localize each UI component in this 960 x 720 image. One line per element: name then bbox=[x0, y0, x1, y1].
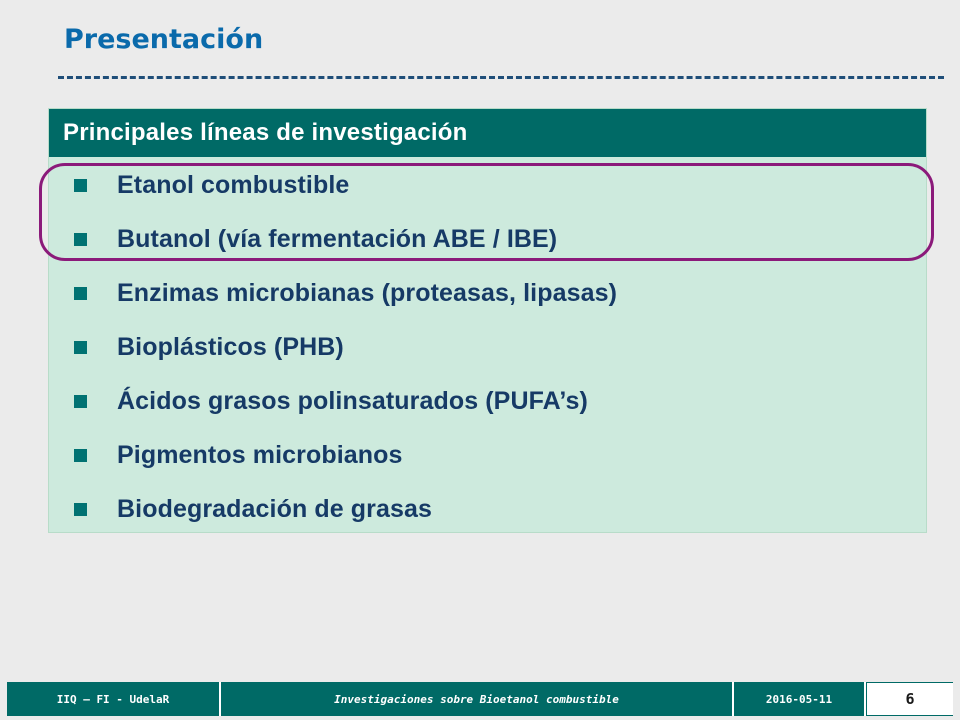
list-item-label: Ácidos grasos polinsaturados (PUFA’s) bbox=[117, 387, 588, 415]
footer-course: IIQ – FI - UdelaR bbox=[7, 682, 221, 716]
list-item bbox=[49, 267, 926, 321]
page-number: 6 bbox=[866, 682, 953, 716]
list-item bbox=[49, 429, 926, 483]
list-item bbox=[49, 483, 926, 537]
list-item-label: Biodegradación de grasas bbox=[117, 495, 432, 523]
panel-heading: Principales líneas de investigación bbox=[49, 109, 926, 157]
list-item-label: Bioplásticos (PHB) bbox=[117, 333, 344, 361]
list-item bbox=[49, 375, 926, 429]
research-lines-list bbox=[49, 159, 926, 537]
square-bullet-icon bbox=[74, 503, 87, 516]
title-divider bbox=[58, 76, 944, 79]
research-lines-panel bbox=[48, 108, 927, 533]
list-item bbox=[49, 321, 926, 375]
list-item-label: Butanol (vía fermentación ABE / IBE) bbox=[117, 225, 558, 253]
list-item bbox=[49, 213, 926, 267]
square-bullet-icon bbox=[74, 341, 87, 354]
square-bullet-icon bbox=[74, 233, 87, 246]
list-item-label: Enzimas microbianas (proteasas, lipasas) bbox=[117, 279, 618, 307]
list-item-label: Pigmentos microbianos bbox=[117, 441, 403, 469]
footer-date: 2016-05-11 bbox=[734, 682, 866, 716]
square-bullet-icon bbox=[74, 449, 87, 462]
list-item bbox=[49, 159, 926, 213]
square-bullet-icon bbox=[74, 395, 87, 408]
list-item-label: Etanol combustible bbox=[117, 171, 350, 199]
square-bullet-icon bbox=[74, 287, 87, 300]
footer-topic: Investigaciones sobre Bioetanol combustible bbox=[221, 682, 734, 716]
slide-footer bbox=[7, 682, 953, 716]
slide-title: Presentación bbox=[64, 24, 264, 55]
square-bullet-icon bbox=[74, 179, 87, 192]
